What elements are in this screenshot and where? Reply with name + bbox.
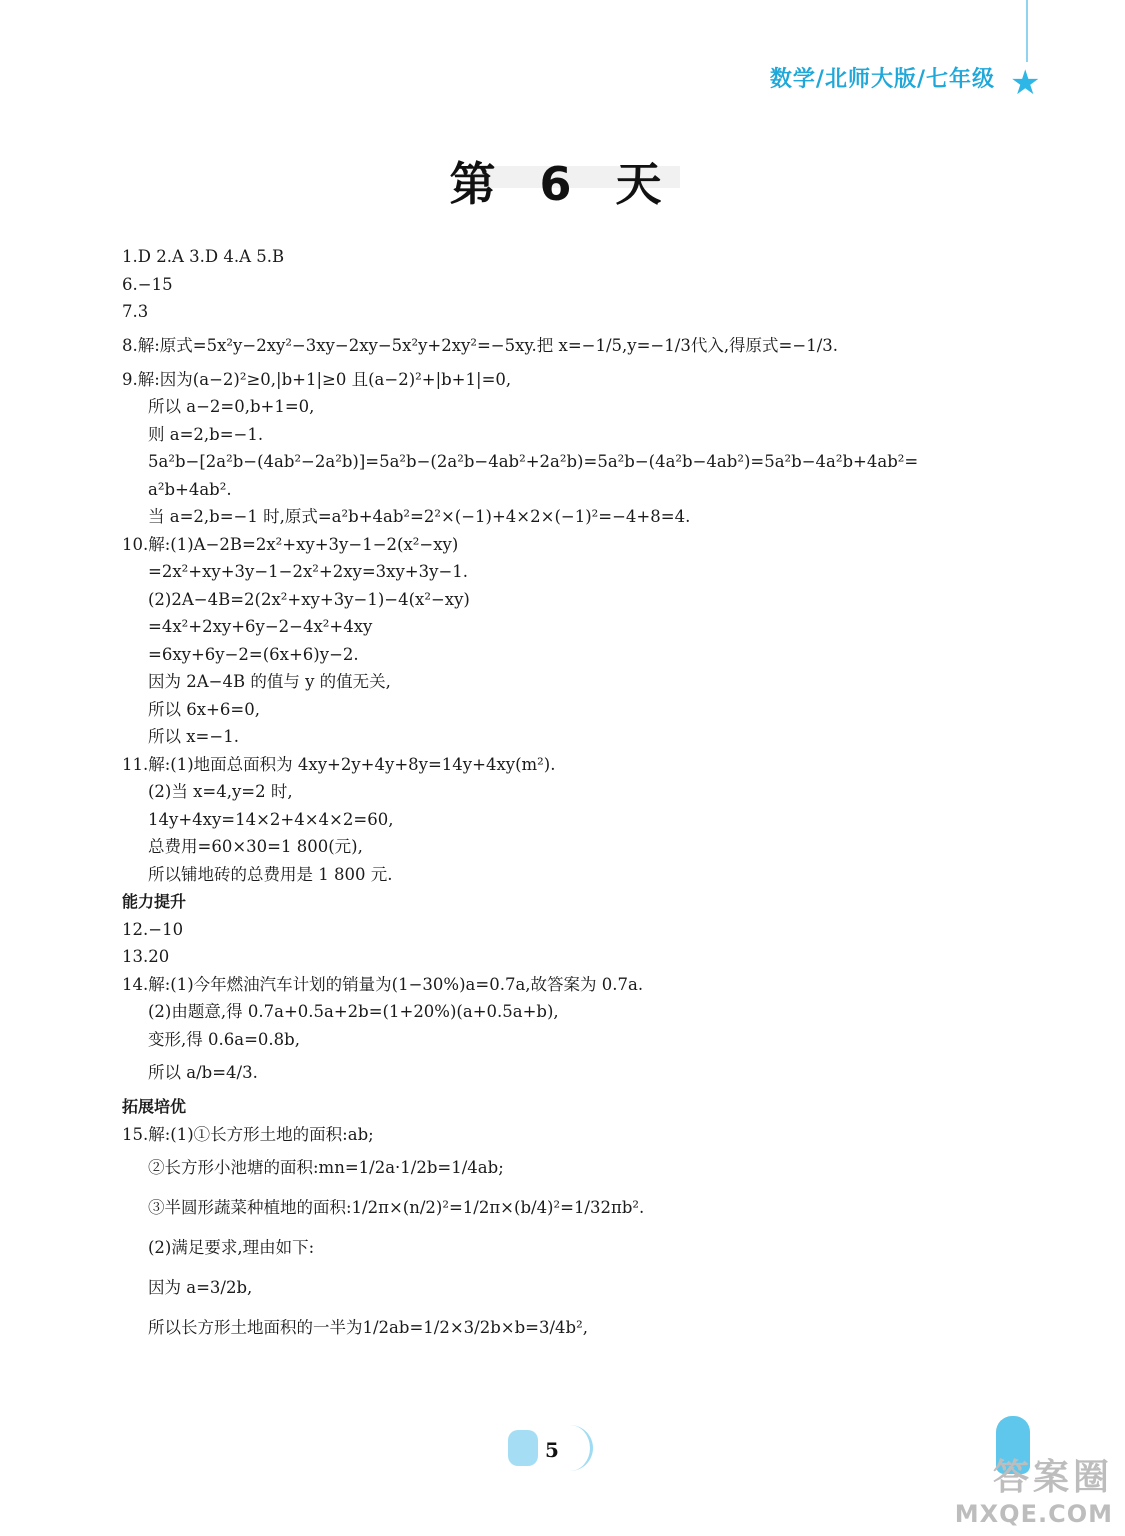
answer-line: 所以长方形土地面积的一半为1/2ab=1/2×3/2b×b=3/4b², [148, 1318, 588, 1337]
answer-line: 10.解:(1)A−2B=2x²+xy+3y−1−2(x²−xy) [122, 534, 459, 554]
page-number: 5 [545, 1438, 559, 1462]
answer-line: (2)由题意,得 0.7a+0.5a+2b=(1+20%)(a+0.5a+b), [148, 1002, 559, 1021]
answer-line: ③半圆形蔬菜种植地的面积:1/2π×(n/2)²=1/2π×(b/4)²=1/32πb². [148, 1198, 645, 1217]
answer-line: 15.解:(1)①长方形土地的面积:ab; [122, 1124, 374, 1144]
header-subject: 数学/北师大版/七年级 [769, 67, 995, 92]
answer-line: 11.解:(1)地面总面积为 4xy+2y+4y+8y=14y+4xy(m²). [122, 754, 556, 774]
answer-line: 5a²b−[2a²b−(4ab²−2a²b)]=5a²b−(2a²b−4ab²+2a²b)=5a²b−(4a²b−4ab²)=5a²b−4a²b+4ab²= [148, 452, 919, 471]
answer-line: 9.解:因为(a−2)²≥0,|b+1|≥0 且(a−2)²+|b+1|=0, [122, 369, 512, 389]
watermark-bottom: MXQE.COM [954, 1500, 1113, 1528]
section-heading: 能力提升 [122, 892, 187, 911]
answer-line: 所以铺地砖的总费用是 1 800 元. [148, 864, 393, 884]
answer-line: 6.−15 [122, 274, 173, 294]
answer-line: 总费用=60×30=1 800(元), [148, 837, 363, 856]
answer-line: 变形,得 0.6a=0.8b, [148, 1029, 300, 1049]
section-heading: 拓展培优 [122, 1097, 187, 1116]
answer-content [122, 243, 1022, 1348]
answer-line: 12.−10 [122, 919, 184, 939]
answer-line: 当 a=2,b=−1 时,原式=a²b+4ab²=2²×(−1)+4×2×(−1)²=−4+8=4. [148, 507, 691, 526]
answer-line: 所以 a/b=4/3. [148, 1063, 258, 1082]
answer-line: (2)2A−4B=2(2x²+xy+3y−1)−4(x²−xy) [148, 589, 470, 609]
answer-line: =4x²+2xy+6y−2−4x²+4xy [148, 617, 373, 636]
answer-line: 则 a=2,b=−1. [148, 424, 264, 444]
answer-line: 因为 2A−4B 的值与 y 的值无关, [148, 672, 391, 691]
star-icon: ★ [1010, 63, 1041, 103]
answer-line: 14.解:(1)今年燃油汽车计划的销量为(1−30%)a=0.7a,故答案为 0.7a. [122, 974, 644, 994]
answer-line: =6xy+6y−2=(6x+6)y−2. [148, 644, 359, 664]
header-decor-line [1026, 0, 1028, 62]
answer-line: 因为 a=3/2b, [148, 1278, 253, 1297]
answer-line: 13.20 [122, 947, 170, 966]
answer-line: 14y+4xy=14×2+4×4×2=60, [148, 809, 394, 829]
watermark-top: 答案圈 [992, 1457, 1113, 1498]
answer-line: 所以 6x+6=0, [148, 699, 260, 719]
answer-line: 8.解:原式=5x²y−2xy²−3xy−2xy−5x²y+2xy²=−5xy.把 x=−1/5,y=−1/3代入,得原式=−1/3. [122, 335, 839, 355]
answer-line: 所以 a−2=0,b+1=0, [148, 397, 315, 416]
answer-line: 7.3 [122, 302, 149, 321]
answer-line: (2)当 x=4,y=2 时, [148, 782, 293, 801]
answer-line: 1.D 2.A 3.D 4.A 5.B [122, 247, 285, 266]
watermark [955, 1449, 1113, 1528]
answer-line: =2x²+xy+3y−1−2x²+2xy=3xy+3y−1. [148, 562, 469, 581]
answer-line: a²b+4ab². [148, 479, 232, 499]
answer-line: 所以 x=−1. [148, 727, 239, 746]
answer-line: (2)满足要求,理由如下: [148, 1238, 315, 1257]
answer-line: ②长方形小池塘的面积:mn=1/2a·1/2b=1/4ab; [148, 1158, 504, 1177]
page-title: 第 6 天 [449, 157, 676, 211]
